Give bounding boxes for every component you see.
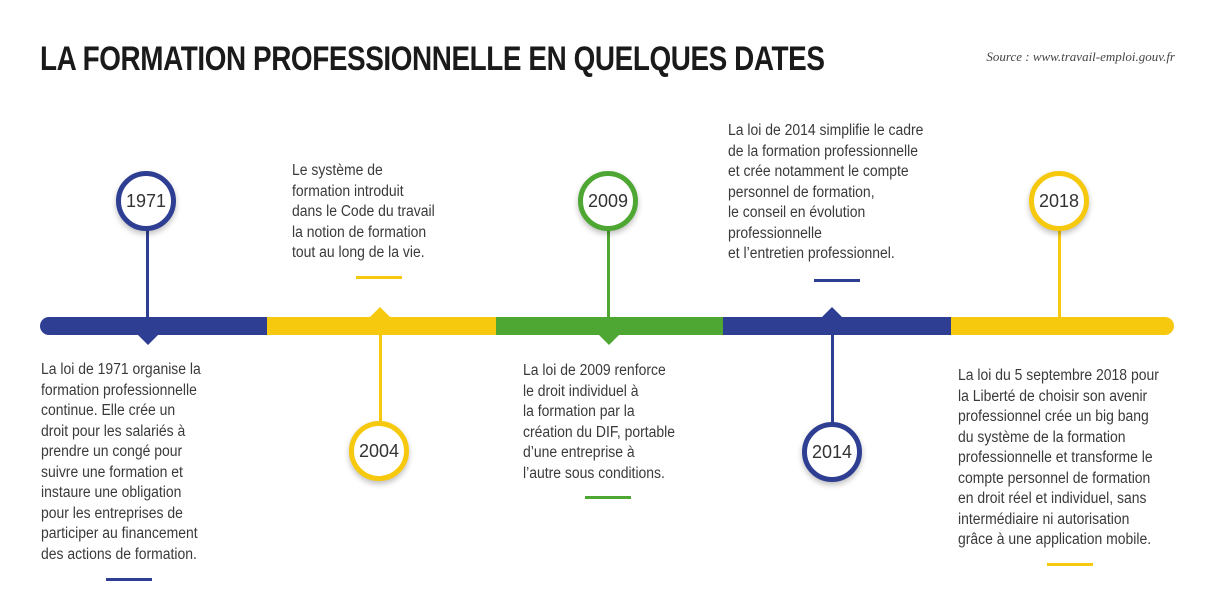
- source-credit: Source : www.travail-emploi.gouv.fr: [986, 49, 1175, 64]
- pointer-2014: [821, 307, 843, 318]
- year-label: 2009: [587, 190, 629, 211]
- page-title: LA FORMATION PROFESSIONNELLE EN QUELQUES DATES: [40, 40, 825, 78]
- connector-2009: [607, 228, 610, 318]
- year-marker-2018: [1029, 171, 1089, 231]
- timeline-segment-2009: [496, 317, 723, 335]
- year-label: 2004: [358, 440, 400, 461]
- timeline-segment-2014: [723, 317, 951, 335]
- divider-1971: [106, 578, 152, 581]
- year-label: 2014: [811, 441, 853, 462]
- year-marker-2009: [578, 171, 638, 231]
- connector-2014: [831, 334, 834, 424]
- year-marker-1971: [116, 171, 176, 231]
- year-marker-2014: [802, 422, 862, 482]
- divider-2004: [356, 276, 402, 279]
- pointer-2004: [369, 307, 391, 318]
- timeline-segment-2018: [951, 317, 1174, 335]
- year-label: 1971: [125, 190, 167, 211]
- pointer-2009: [598, 334, 620, 345]
- divider-2014: [814, 279, 860, 282]
- event-description-2018: La loi du 5 septembre 2018 pour la Liberté de choisir son avenir professionnel crée un big bang du système de la formation professionnelle et transforme le compte personnel de formation en droit réel et individuel, sans intermédiaire ni autorisation grâce à une application mobile.: [958, 367, 1159, 548]
- event-description-2014: La loi de 2014 simplifie le cadre de la formation professionnelle et crée notamment le compte personnel de formation, le conseil en évolution professionnelle et l’entretien professionnel.: [728, 122, 924, 262]
- event-description-2004: Le système de formation introduit dans le Code du travail la notion de formation tout au long de la vie.: [292, 162, 435, 261]
- divider-2009: [585, 496, 631, 499]
- timeline-bar: [40, 317, 1174, 335]
- timeline-segment-1971: [40, 317, 267, 335]
- connector-1971: [146, 228, 149, 318]
- year-marker-2004: [349, 421, 409, 481]
- pointer-1971: [137, 334, 159, 345]
- timeline-segment-2004: [267, 317, 496, 335]
- event-description-2009: La loi de 2009 renforce le droit individuel à la formation par la création du DIF, portable d’une entreprise à l’autre sous conditions.: [523, 362, 675, 482]
- divider-2018: [1047, 563, 1093, 566]
- connector-2018: [1058, 228, 1061, 318]
- year-label: 2018: [1038, 190, 1080, 211]
- connector-2004: [379, 334, 382, 424]
- event-description-1971: La loi de 1971 organise la formation professionnelle continue. Elle crée un droit pour les salariés à prendre un congé pour suivre une formation et instaure une obligation pour les entreprises de participer au financement des actions de formation.: [41, 361, 201, 563]
